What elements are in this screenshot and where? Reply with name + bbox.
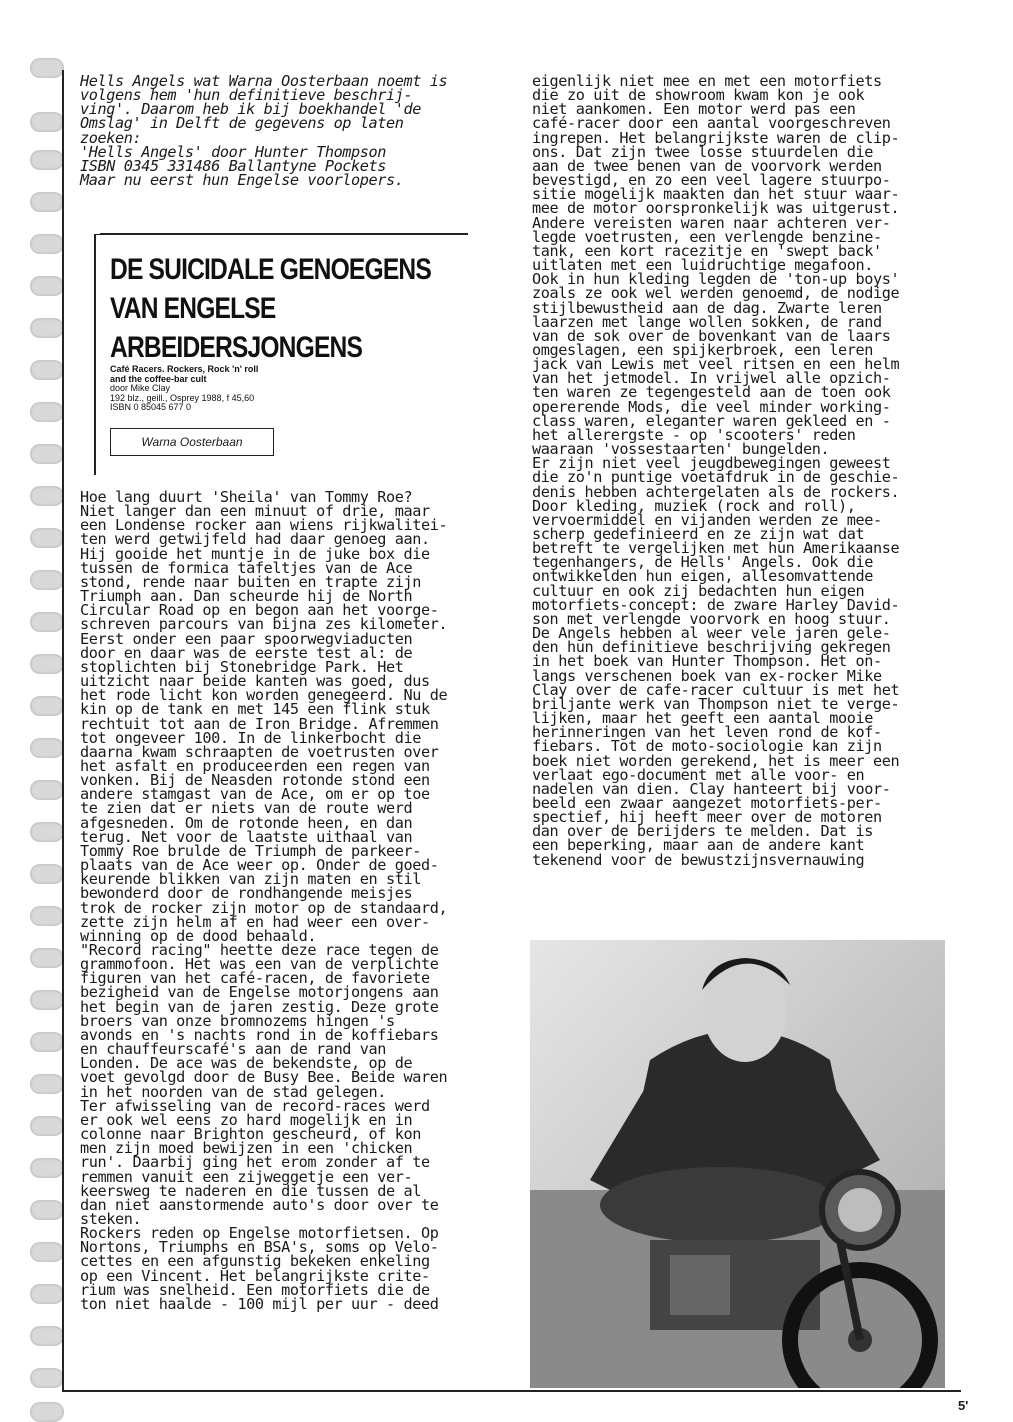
text-line: tank, een kort racezitje en 'swept back' — [532, 241, 882, 260]
text-line: het allerergste - op 'scooters' reden — [532, 425, 856, 444]
book-title-line-2: and the coffee-bar cult — [110, 373, 207, 384]
text-line: niet aankomen. Een motor werd pas een — [532, 100, 856, 119]
book-details: 192 blz., geill., Osprey 1988, f 45,60 — [110, 392, 255, 403]
text-line: ving'. Daarom heb ik bij boekhandel 'de — [80, 100, 422, 119]
text-line: dan niet aanstormende auto's door over te — [80, 1195, 439, 1214]
text-line: winning op de dood behaald. — [80, 926, 317, 945]
text-line: herinneringen van het leven rond de kof- — [532, 723, 882, 742]
text-line: rium was snelheid. Een motorfiets die de — [80, 1280, 430, 1299]
text-line: son met verlengde voorvork en hoog stuur. — [532, 609, 891, 628]
text-line: jack van Lewis met veel ritsen en een helm — [532, 355, 900, 374]
text-line: remmen vanuit een zijweggetje een ver- — [80, 1167, 413, 1186]
text-line: voet gevolgd door de Busy Bee. Beide waren — [80, 1068, 448, 1087]
article-column-right — [532, 74, 952, 867]
text-line: Ook in hun kleding legden de 'ton-up boys' — [532, 270, 900, 289]
text-line: Tommy Roe brulde de Triumph de parkeer- — [80, 841, 422, 860]
text-line: te zien dat er niets van de route werd — [80, 799, 413, 818]
text-line: cultuur en ook zij bedachten hun eigen — [532, 581, 865, 600]
text-line: bewonderd door de rondhangende meisjes — [80, 884, 413, 903]
text-line: ontwikkelden hun eigen, allesomvattende — [532, 567, 874, 586]
text-line: motorfiets-concept: de zware Harley David- — [532, 595, 900, 614]
text-line: afgesneden. Om de rotonde heen, en dan — [80, 813, 413, 832]
text-line: keurende blikken van zijn maten en stil — [80, 870, 422, 889]
text-line: beeld een zwaar aangezet motorfiets-per- — [532, 793, 882, 812]
text-line: omgeslagen, een spijkerbroek, een leren — [532, 340, 874, 359]
text-line: Triumph aan. Dan scheurde hij de North — [80, 587, 413, 606]
text-line: Maar nu eerst hun Engelse voorlopers. — [80, 171, 404, 190]
text-line: Nortons, Triumphs en BSA's, soms op Velo- — [80, 1238, 439, 1257]
text-line: stond, rende naar buiten en trapte zijn — [80, 572, 422, 591]
page-number: 5' — [958, 1398, 969, 1413]
text-line: uitlaten met een luidruchtige megafoon. — [532, 256, 874, 275]
text-line: Londen. De ace was de bekendste, op de — [80, 1054, 413, 1073]
text-line: stoplichten bij Stonebridge Park. Het — [80, 657, 404, 676]
text-line: andere stamgast van de Ace, om er op toe — [80, 785, 430, 804]
text-line: opererende Mods, die veel minder working- — [532, 397, 891, 416]
text-line: Hoe lang duurt 'Sheila' van Tommy Roe? — [80, 488, 413, 506]
text-line: scherp gedefinieerd en ze zijn wat dat — [532, 525, 865, 543]
text-line: ton niet haalde - 100 mijl per uur - deed — [80, 1294, 439, 1313]
text-line: tot ongeveer 100. In de linkerbocht die — [80, 728, 422, 747]
text-line: class waren, eleganter waren gekleed en - — [532, 411, 891, 430]
text-line: ten werd getwijfeld had daar genoeg aan. — [80, 530, 430, 549]
text-line: aan de twee benen van de voorvork werden — [532, 156, 882, 175]
book-isbn: ISBN 0 85045 677 0 — [110, 402, 192, 413]
text-line: mee de motor oorspronkelijk was uitgerust. — [532, 199, 900, 218]
text-line: sitie mogelijk maakten dan het stuur waar- — [532, 185, 900, 204]
text-line: Er zijn niet veel jeugdbewegingen geweest — [532, 454, 891, 473]
text-line: door en daar was de eerste test al: de — [80, 643, 413, 662]
text-line: trok de rocker zijn motor op de standaard, — [80, 898, 448, 917]
text-line: colonne naar Brighton gescheurd, of kon — [80, 1125, 422, 1144]
text-line: laarzen met lange wollen sokken, de rand — [532, 312, 882, 331]
text-line: schreven parcours van bijna zes kilometer. — [80, 615, 448, 634]
text-line: Omslag' in Delft de gegevens op laten — [80, 114, 404, 133]
text-line: tekenend voor de bewustzijnsvernauwing — [532, 850, 865, 869]
text-line: steken. — [80, 1209, 142, 1228]
text-line: nadelen van dien. Clay hanteert bij voor- — [532, 779, 891, 798]
headline-line-3: ARBEIDERSJONGENS — [110, 331, 363, 364]
text-line: op een Vincent. Het belangrijkste crite- — [80, 1266, 430, 1285]
text-line: plaats van de Ace weer op. Onder de goed- — [80, 856, 439, 875]
text-line: cettes en een afgunstig bekeken enkeling — [80, 1252, 430, 1271]
article-column-left — [80, 490, 500, 1311]
text-line: Hij gooide het muntje in de juke box die — [80, 544, 430, 563]
text-line: verlaat ego-document met alle voor- en — [532, 765, 865, 784]
text-line: briljante werk van Thompson niet te verge- — [532, 694, 900, 713]
text-line: volgens hem 'hun definitieve beschrij- — [80, 86, 413, 105]
text-line: in het noorden van de stad gelegen. — [80, 1082, 387, 1101]
reviewer-name: Warna Oosterbaan — [110, 428, 274, 456]
text-line: stijlbewustheid aan de dag. Zwarte leren — [532, 298, 882, 317]
book-title-line-1: Café Racers. Rockers, Rock 'n' roll — [110, 364, 259, 374]
text-line: het asfalt en produceerden een regen van — [80, 756, 430, 775]
text-line: Rockers reden op Engelse motorfietsen. Op — [80, 1224, 439, 1243]
text-line: bezigheid van de Engelse motorjongens aan — [80, 983, 439, 1002]
text-line: ingrepen. Het belangrijkste waren de clip- — [532, 128, 900, 147]
headline-line-1: DE SUICIDALE GENOEGENS — [110, 253, 431, 286]
text-line: denis hebben achtergelaten als de rockers. — [532, 482, 900, 501]
text-line: zoeken: — [80, 128, 142, 147]
text-line: uitzicht naar beide kanten was goed, dus — [80, 672, 430, 691]
text-line: 'Hells Angels' door Hunter Thompson — [80, 142, 387, 161]
text-line: den hun definitieve beschrijving gekregen — [532, 638, 891, 657]
text-line: De Angels hebben al weer vele jaren gele- — [532, 624, 891, 643]
text-line: het rode licht kon worden genegeerd. Nu de — [80, 686, 448, 705]
article-headline — [110, 250, 431, 367]
text-line: ISBN 0345 331486 Ballantyne Pockets — [80, 156, 387, 175]
text-line: men zijn moed bewijzen in een 'chicken — [80, 1139, 413, 1158]
text-line: bevestigd, en zo een veel lagere stuurpo- — [532, 171, 891, 190]
text-line: Clay over de cafe-racer cultuur is met het — [532, 680, 900, 699]
text-line: tegenhangers, de Hells' Angels. Ook die — [532, 553, 874, 572]
text-line: een beperking, maar aan de andere kant — [532, 836, 865, 855]
text-line: figuren van het café-racen, de favoriete — [80, 969, 430, 988]
text-line: Eerst onder een paar spoorwegviaducten — [80, 629, 413, 648]
text-line: van het jetmodel. In vrijwel alle opzich- — [532, 369, 891, 388]
text-line: café-racer door een aantal voorgeschreven — [532, 114, 891, 133]
text-line: ons. Dat zijn twee losse stuurdelen die — [532, 142, 874, 161]
text-line: vervoermiddel en vijanden werden ze mee- — [532, 510, 882, 529]
text-line: lijken, maar het geeft een aantal mooie — [532, 709, 874, 728]
text-line: daarna kwam schraapten de voetrusten over — [80, 742, 439, 761]
text-line: betreft te vergelijken met hun Amerikaanse — [532, 539, 900, 558]
text-line: Andere vereisten waren naar achteren ver- — [532, 213, 891, 232]
text-line: eigenlijk niet mee en met een motorfiets — [532, 72, 882, 90]
text-line: fiebars. Tot de moto-sociologie kan zijn — [532, 737, 882, 756]
text-line: zoals ze ook wel werden genoemd, de nodige — [532, 284, 900, 303]
text-line: tussen de formica tafeltjes van de Ace — [80, 558, 413, 577]
text-line: langs verschenen boek van ex-rocker Mike — [532, 666, 882, 685]
text-line: spectief, hij heeft meer over de motoren — [532, 808, 882, 827]
text-line: die zo'n puntige voetafdruk in de geschie- — [532, 468, 900, 487]
text-line: legde voetrusten, een verlengde benzine- — [532, 227, 882, 246]
text-line: Door kleding, muziek (rock and roll), — [532, 496, 856, 515]
headline-line-2: VAN ENGELSE — [110, 292, 276, 325]
text-line: en chauffeurscafé's aan de rand van — [80, 1040, 387, 1059]
text-line: het begin van de jaren zestig. Deze grote — [80, 997, 439, 1016]
text-line: van de sok over de bovenkant van de laars — [532, 326, 891, 345]
text-line: Circular Road op en begon aan het voorge- — [80, 601, 439, 620]
text-line: Hells Angels wat Warna Oosterbaan noemt is — [80, 72, 448, 90]
book-author: door Mike Clay — [110, 383, 171, 394]
text-line: keersweg te naderen en die tussen de al — [80, 1181, 422, 1200]
text-line: kin op de tank en met 145 een flink stuk — [80, 700, 430, 719]
text-line: dan over de berijders te melden. Dat is — [532, 822, 874, 841]
text-line: avonds en 's nachts rond in de koffiebars — [80, 1025, 439, 1044]
text-line: waaraan 'vossestaarten' bungelden. — [532, 440, 830, 459]
text-line: ten waren ze tegengesteld aan de toen ook — [532, 383, 891, 402]
book-info — [110, 365, 310, 413]
text-line: grammofoon. Het was een van de verplichte — [80, 955, 439, 974]
text-line: in het boek van Hunter Thompson. Het on- — [532, 652, 882, 671]
text-line: broers van onze bromnozems hingen 's — [80, 1011, 395, 1030]
text-line: boek niet worden gerekend, het is meer een — [532, 751, 900, 770]
text-line: er ook wel eens zo hard mogelijk en in — [80, 1110, 413, 1129]
text-line: Ter afwisseling van de record-races werd — [80, 1096, 430, 1115]
text-line: run'. Daarbij ging het erom zonder af te — [80, 1153, 430, 1172]
text-line: "Record racing" heette deze race tegen de — [80, 941, 439, 959]
intro-note — [80, 72, 500, 190]
text-line: rechtuit tot aan de Iron Bridge. Afremmen — [80, 714, 439, 733]
text-line: vonken. Bij de Neasden rotonde stond een — [80, 771, 430, 790]
text-line: zette zijn helm af en had weer een over- — [80, 912, 430, 931]
rocker-on-motorcycle-photo — [530, 940, 945, 1388]
text-line: Niet langer dan een minuut of drie, maar — [80, 502, 430, 521]
text-line: een Londense rocker aan wiens rijkwalitei- — [80, 516, 448, 535]
text-line: terug. Net voor de laatste uithaal van — [80, 827, 413, 846]
text-line: die zo uit de showroom kwam kon je ook — [532, 86, 865, 105]
